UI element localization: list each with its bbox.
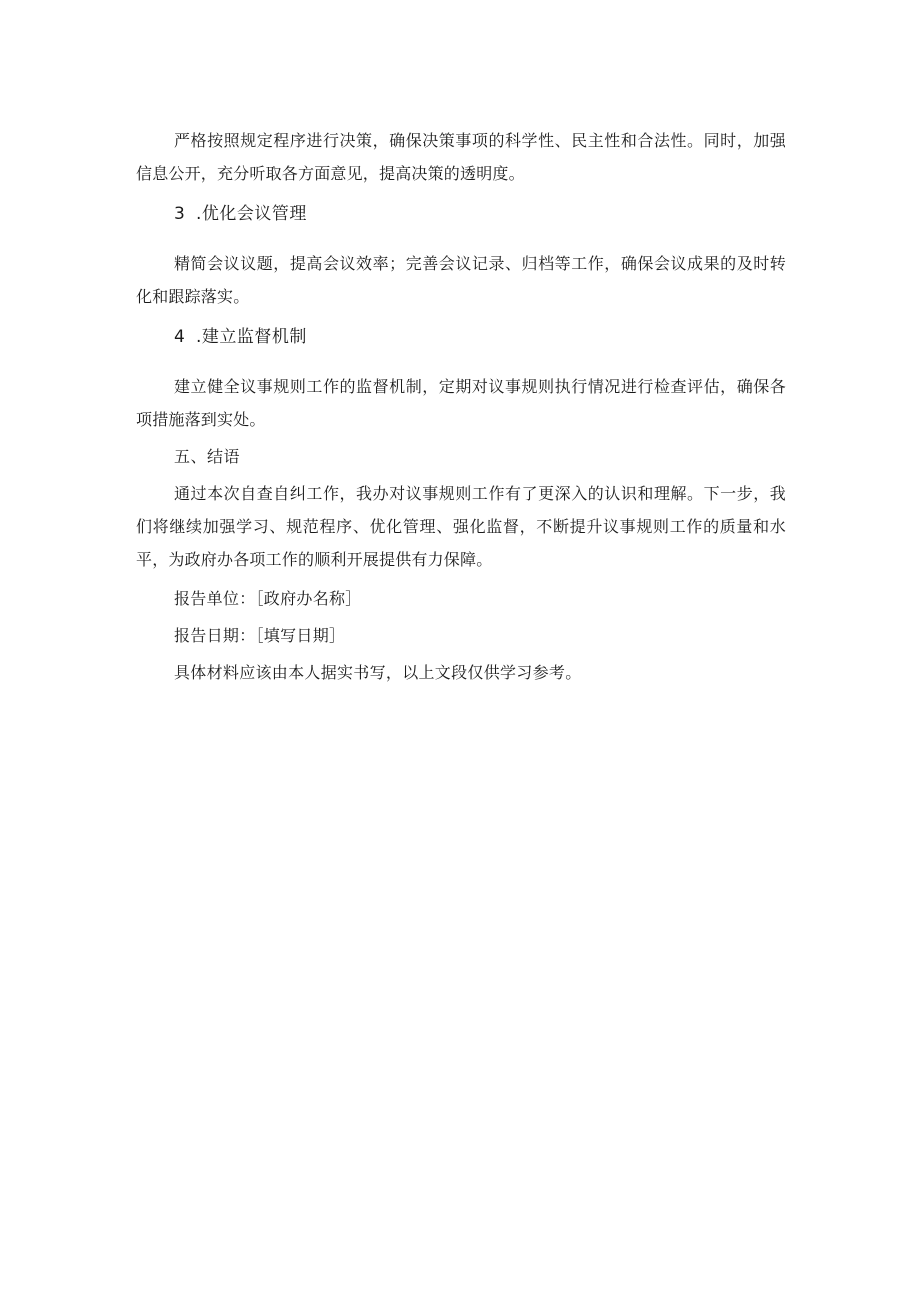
heading-optimize-meetings bbox=[174, 198, 786, 231]
reference-note: 具体材料应该由本人据实书写，以上文段仅供学习参考。 bbox=[174, 663, 582, 682]
heading-number: 4 bbox=[174, 327, 186, 347]
heading-text: .建立监督机制 bbox=[196, 327, 307, 347]
heading-number: 3 bbox=[174, 204, 186, 224]
report-date: 报告日期：［填写日期］ bbox=[174, 626, 346, 645]
paragraph-conclusion: 通过本次自查自纠工作，我办对议事规则工作有了更深入的认识和理解。下一步，我们将继续加强学习、规范程序、优化管理、强化监督，不断提升议事规则工作的质量和水平，为政府办各项工作的顺利开展提供有力保障。 bbox=[136, 484, 786, 569]
paragraph-meeting-management: 精简会议议题，提高会议效率；完善会议记录、归档等工作，确保会议成果的及时转化和跟踪落实。 bbox=[136, 254, 786, 306]
section-heading-conclusion: 五、结语 bbox=[174, 447, 241, 466]
heading-text: .优化会议管理 bbox=[196, 204, 307, 224]
heading-supervision-mechanism bbox=[174, 321, 786, 354]
document-body bbox=[136, 124, 786, 691]
paragraph-decision-procedure: 严格按照规定程序进行决策，确保决策事项的科学性、民主性和合法性。同时，加强信息公开，充分听取各方面意见，提高决策的透明度。 bbox=[136, 131, 786, 183]
paragraph-supervision: 建立健全议事规则工作的监督机制，定期对议事规则执行情况进行检查评估，确保各项措施落到实处。 bbox=[136, 377, 786, 429]
report-unit: 报告单位：［政府办名称］ bbox=[174, 589, 362, 608]
